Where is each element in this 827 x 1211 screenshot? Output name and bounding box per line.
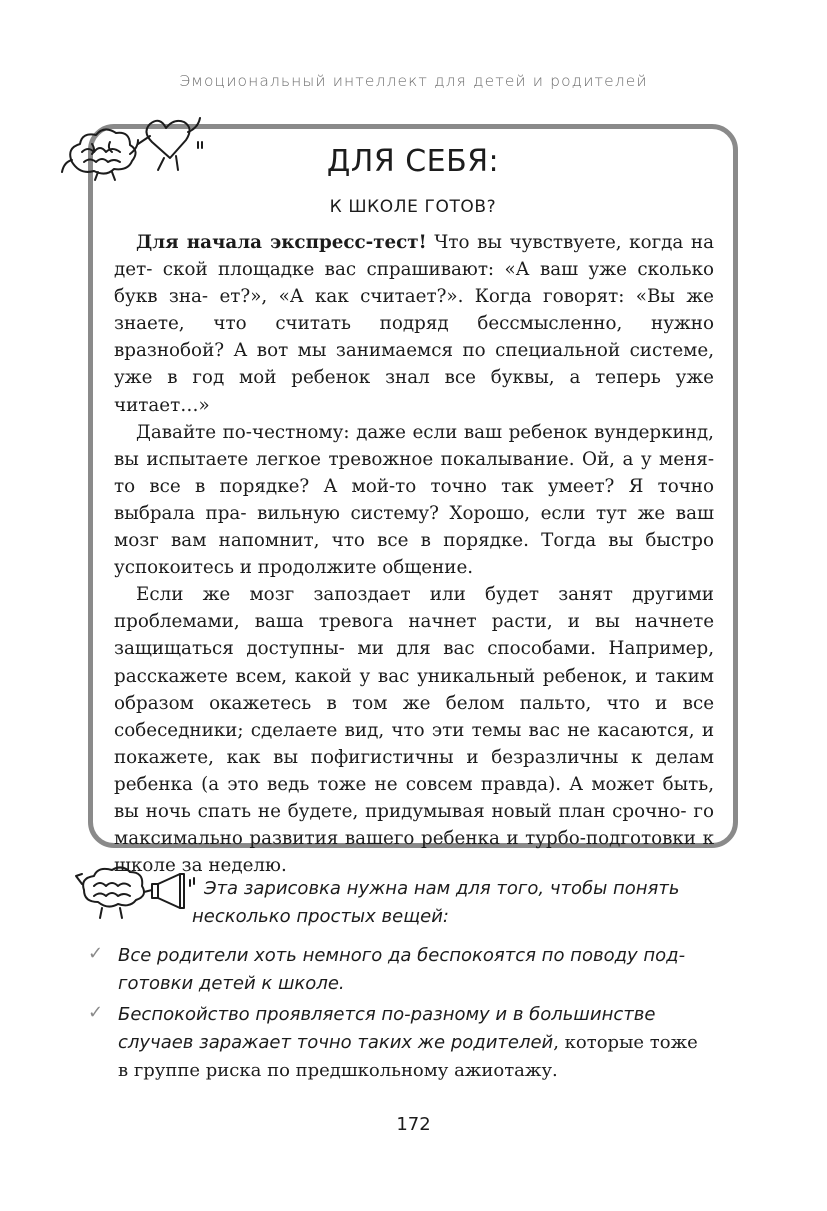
paragraph-2: Давайте по-честному: даже если ваш ребенок вундеркинд, вы испытаете легкое тревожное покалывание. Ой, а у меня-то все в порядке? А мой-то точно так умеет? Я точно выбрала пра- вильную систему? Хорошо, если тут же ваш мозг вам напомнит, что все в порядке. Тогда вы быстро успокоитесь и продолжите общение. [114, 421, 715, 579]
list-item: ✓ Беспокойство проявляется по-разному и в большинстве случаев заражает точно таких же родителей, которые тоже в группе риска по предшкольному ажиотажу. [88, 1002, 698, 1081]
page-number: 172 [396, 1114, 431, 1135]
paragraph-1: Для начала экспресс-тест! Что вы чувствуете, когда на дет- ской площадке вас спрашивают: «А ваш уже сколько букв зна- ет?», «А как считает?». Когда говорят: «Вы же знаете, что считать подряд бессмысленно, нужно вразнобой? А вот мы занимаемся по специальной системе, уже в год мой ребенок знал все буквы, а теперь уже читает…» [114, 232, 715, 416]
sketch-intro: Эта зарисовка нужна нам для того, чтобы понять несколько простых вещей: [192, 878, 680, 927]
box-body [114, 229, 714, 879]
check-icon: ✓ [88, 1002, 104, 1023]
box-title: ДЛЯ СЕБЯ: [326, 144, 500, 179]
list-item: ✓ Все родители хоть немного да беспокоятся по поводу под- готовки детей к школе. [88, 943, 686, 994]
box-subtitle: К ШКОЛЕ ГОТОВ? [329, 197, 497, 217]
paragraph-3: Если же мозг запоздает или будет занят другими проблемами, ваша тревога начнет расти, и вы начнете защищаться доступны- ми для вас способами. Например, расскажете всем, какой у вас уникальный ребенок, и таким образом окажетесь в том же белом пальто, что и все собеседники; сделаете вид, что эти темы вас не касаются, и покажете, как вы пофигистичны и безразличны к делам ребенка (а это ведь тоже не совсем правда). А может быть, вы ночь спать не будете, придумывая новый план срочно- го максимально развития вашего ребенка и турбо-подготовки к школе за неделю. [114, 584, 715, 877]
express-test-lead: Для начала экспресс-тест! [136, 232, 427, 253]
brain-megaphone-doodle-icon [72, 862, 202, 926]
running-title: Эмоциональный интеллект для детей и родителей [179, 72, 648, 90]
check-icon: ✓ [88, 943, 104, 964]
takeaways-list [88, 942, 743, 1088]
